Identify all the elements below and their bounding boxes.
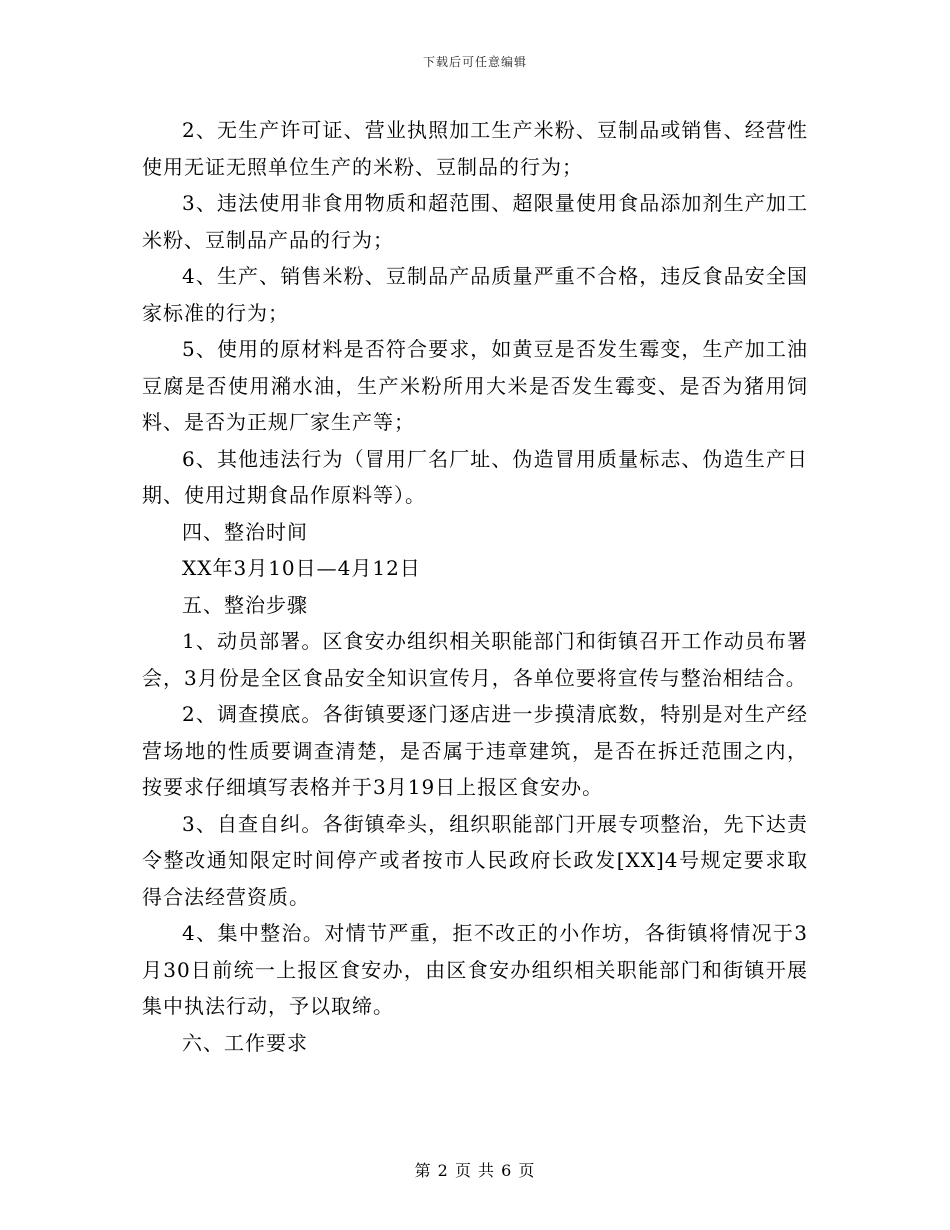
paragraph: 2、无生产许可证、营业执照加工生产米粉、豆制品或销售、经营性使用无证无照单位生产的米粉、豆制品的行为； [142, 118, 808, 179]
paragraph: 4、生产、销售米粉、豆制品产品质量严重不合格，违反食品安全国家标准的行为； [142, 264, 808, 325]
paragraph: 3、自查自纠。各街镇牵头，组织职能部门开展专项整治，先下达责令整改通知限定时间停产或者按市人民政府长政发[XX]4号规定要求取得合法经营资质。 [142, 811, 808, 909]
paragraph: 5、使用的原材料是否符合要求，如黄豆是否发生霉变，生产加工油豆腐是否使用潲水油，生产米粉所用大米是否发生霉变、是否为猪用饲料、是否为正规厂家生产等； [142, 337, 808, 434]
document-body [142, 112, 808, 1061]
paragraph: 1、动员部署。区食安办组织相关职能部门和街镇召开工作动员布署会，3月份是全区食品安全知识宣传月，各单位要将宣传与整治相结合。 [142, 629, 808, 690]
paragraph: XX年3月10日—4月12日 [182, 556, 421, 580]
section-heading: 六、工作要求 [182, 1030, 308, 1055]
paragraph: 3、违法使用非食用物质和超范围、超限量使用食品添加剂生产加工米粉、豆制品产品的行为； [142, 191, 808, 252]
paragraph: 2、调查摸底。各街镇要逐门逐店进一步摸清底数，特别是对生产经营场地的性质要调查清楚，是否属于违章建筑，是否在拆迁范围之内，按要求仔细填写表格并于3月19日上报区食安办。 [142, 702, 808, 799]
paragraph: 6、其他违法行为（冒用厂名厂址、伪造冒用质量标志、伪造生产日期、使用过期食品作原料等）。 [142, 446, 808, 507]
section-heading: 五、整治步骤 [182, 592, 308, 617]
page-header-note: 下载后可任意编辑 [422, 55, 527, 69]
section-heading: 四、整治时间 [182, 519, 308, 544]
paragraph: 4、集中整治。对情节严重，拒不改正的小作坊，各街镇将情况于3月30日前统一上报区食安办，由区食安办组织相关职能部门和街镇开展集中执法行动，予以取缔。 [142, 921, 808, 1018]
page-number: 第 2 页 共 6 页 [414, 1161, 536, 1180]
